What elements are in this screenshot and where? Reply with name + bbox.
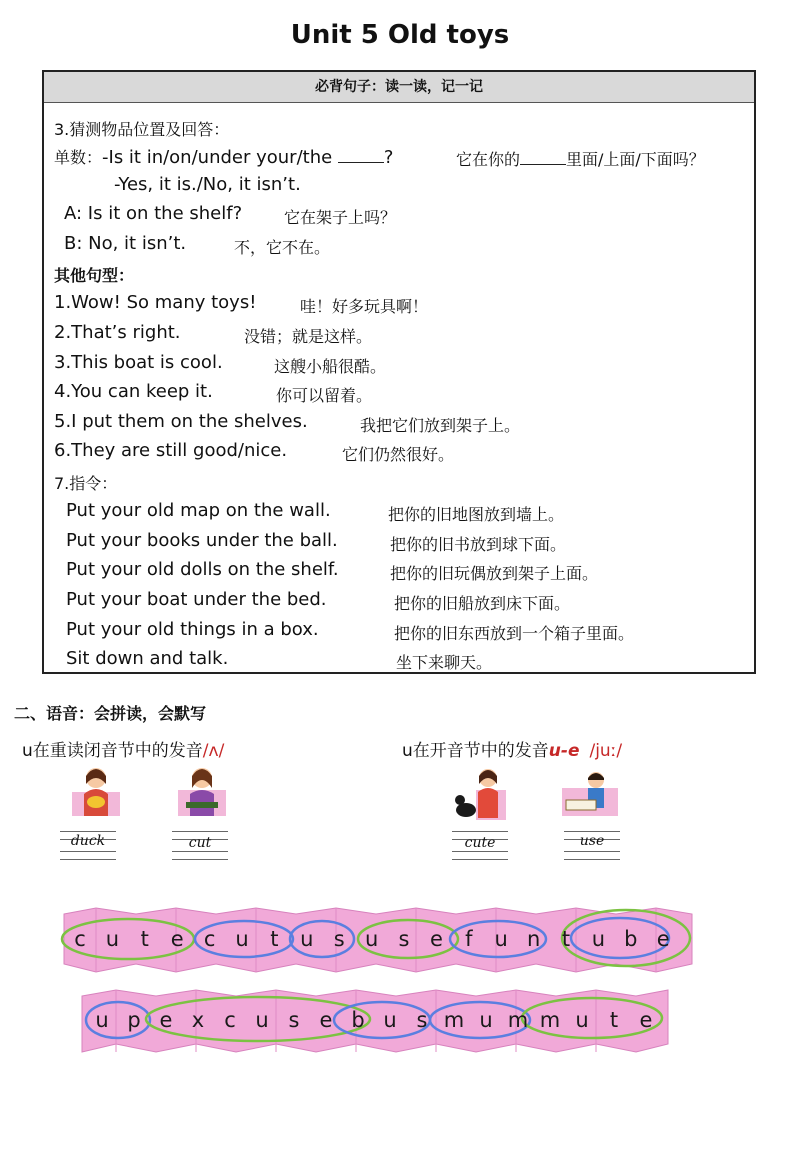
strip-letter: s (398, 927, 410, 951)
sentence-en: 6.They are still good/nice. (54, 440, 288, 461)
instruction-cn: 把你的旧地图放到墙上。 (388, 505, 565, 524)
question-prefix: -Is it in/on/under your/the (102, 147, 338, 168)
strip-letter: e (656, 927, 670, 951)
strip-letter: u (235, 927, 249, 951)
strip-letter: c (203, 927, 216, 951)
strip-letter: t (140, 927, 149, 951)
word-cut: cut (188, 835, 212, 851)
word-use: use (579, 833, 605, 849)
open-pattern: u-e (548, 741, 580, 761)
cn-blank[interactable] (520, 150, 566, 165)
instructions-heading: 7.指令： (54, 474, 118, 493)
sentence-cn: 它们仍然很好。 (342, 445, 455, 464)
instruction-en: Put your old dolls on the shelf. (66, 559, 339, 580)
strip-letter: m (539, 1008, 561, 1032)
strip-letter: m (443, 1008, 465, 1032)
strip-letter: x (191, 1008, 205, 1032)
question-cn-suffix: 里面/上面/下面吗？ (566, 150, 705, 169)
strip-letter: c (74, 927, 86, 951)
word-cute: cute (464, 835, 496, 851)
word-writing-cut (172, 829, 228, 861)
page-title: Unit 5 Old toys (290, 20, 510, 50)
strip-letter: e (170, 927, 184, 951)
strip-letter: b (624, 927, 638, 951)
strip-letter: f (465, 927, 473, 951)
strip-letter: e (639, 1008, 653, 1032)
instruction-cn: 把你的旧东西放到一个箱子里面。 (394, 624, 635, 643)
phonics-heading: 二、语音：会拼读，会默写 (14, 704, 207, 723)
sentence-en: 1.Wow! So many toys! (54, 292, 257, 313)
strip-letter: u (300, 927, 314, 951)
strip-letter: e (429, 927, 443, 951)
instruction-cn: 把你的旧书放到球下面。 (390, 535, 567, 554)
instruction-en: Sit down and talk. (66, 648, 229, 669)
word-writing-use (564, 829, 620, 861)
letter-strip-2 (76, 982, 676, 1058)
strip-letter: e (159, 1008, 173, 1032)
strip-letter: u (255, 1008, 269, 1032)
sentence-en: 2.That’s right. (54, 322, 181, 343)
question-suffix: ? (383, 147, 394, 168)
dialog-b-cn: 不，它不在。 (234, 238, 331, 257)
sentence-en: 5.I put them on the shelves. (54, 411, 308, 432)
sentence-box-header: 必背句子：读一读，记一记 (44, 72, 754, 103)
instruction-en: Put your books under the ball. (66, 530, 338, 551)
word-duck: duck (70, 833, 106, 849)
strip-letter: t (561, 927, 571, 951)
question-cn-prefix: 它在你的 (456, 150, 521, 169)
instruction-en: Put your boat under the bed. (66, 589, 327, 610)
cut-girl-picture (174, 764, 230, 820)
sentence-en: 4.You can keep it. (54, 381, 213, 402)
strip-letter: t (270, 927, 279, 951)
strip-letter: u (494, 927, 508, 951)
answer-line: -Yes, it is./No, it isn’t. (114, 174, 301, 195)
strip-letter: n (526, 927, 541, 951)
singular-question (54, 145, 393, 168)
strip-letter: s (416, 1008, 428, 1032)
strip-letter: u (575, 1008, 589, 1032)
strip-letter: u (591, 927, 606, 951)
instruction-cn: 坐下来聊天。 (396, 653, 493, 672)
strip-letter: u (364, 927, 379, 951)
sentence-cn: 没错；就是这样。 (244, 327, 373, 346)
open-ipa: /juː/ (589, 741, 623, 761)
letter-strip-1 (56, 900, 700, 980)
word-writing-cute (452, 829, 508, 861)
sentence-cn: 哇！好多玩具啊！ (300, 297, 429, 316)
question-cn (456, 147, 705, 170)
strip-letter: s (333, 927, 345, 951)
strip-letter: u (105, 927, 120, 951)
instruction-cn: 把你的旧玩偶放到架子上面。 (390, 564, 599, 583)
dialog-a-cn: 它在架子上吗？ (284, 208, 397, 227)
singular-label: 单数： (54, 148, 103, 167)
guess-heading: 3.猜测物品位置及回答： (54, 120, 230, 139)
strip-letter: m (507, 1008, 529, 1032)
strip-letter: p (127, 1008, 141, 1032)
sentence-cn: 这艘小船很酷。 (274, 357, 387, 376)
dialog-b-en: B: No, it isn’t. (64, 233, 187, 254)
sentence-cn: 我把它们放到架子上。 (360, 416, 521, 435)
duck-girl-picture (68, 764, 124, 820)
sentence-en: 3.This boat is cool. (54, 352, 223, 373)
strip-letter: s (288, 1008, 300, 1032)
other-heading: 其他句型： (54, 266, 135, 285)
closed-prefix: u在重读闭音节中的发音 (22, 741, 203, 761)
instruction-en: Put your old map on the wall. (66, 500, 331, 521)
strip-letter: u (95, 1008, 109, 1032)
dialog-a-en: A: Is it on the shelf? (64, 203, 243, 224)
strip-letter: c (224, 1008, 236, 1032)
strip-letter: u (479, 1008, 493, 1032)
strip-letter: t (609, 1008, 619, 1032)
instruction-cn: 把你的旧船放到床下面。 (394, 594, 571, 613)
strip-letter: e (319, 1008, 333, 1032)
closed-syllable-title (22, 736, 224, 761)
strip-letter: b (351, 1008, 365, 1032)
open-prefix: u在开音节中的发音 (402, 741, 549, 761)
sentence-cn: 你可以留着。 (276, 386, 373, 405)
instruction-en: Put your old things in a box. (66, 619, 319, 640)
word-writing-duck (60, 829, 116, 861)
answer-blank[interactable] (338, 148, 384, 163)
cute-cat-picture (452, 764, 508, 824)
strip-letter: u (383, 1008, 397, 1032)
use-boy-picture (560, 768, 620, 820)
open-syllable-title (402, 736, 622, 761)
closed-ipa: /ʌ/ (202, 741, 225, 761)
